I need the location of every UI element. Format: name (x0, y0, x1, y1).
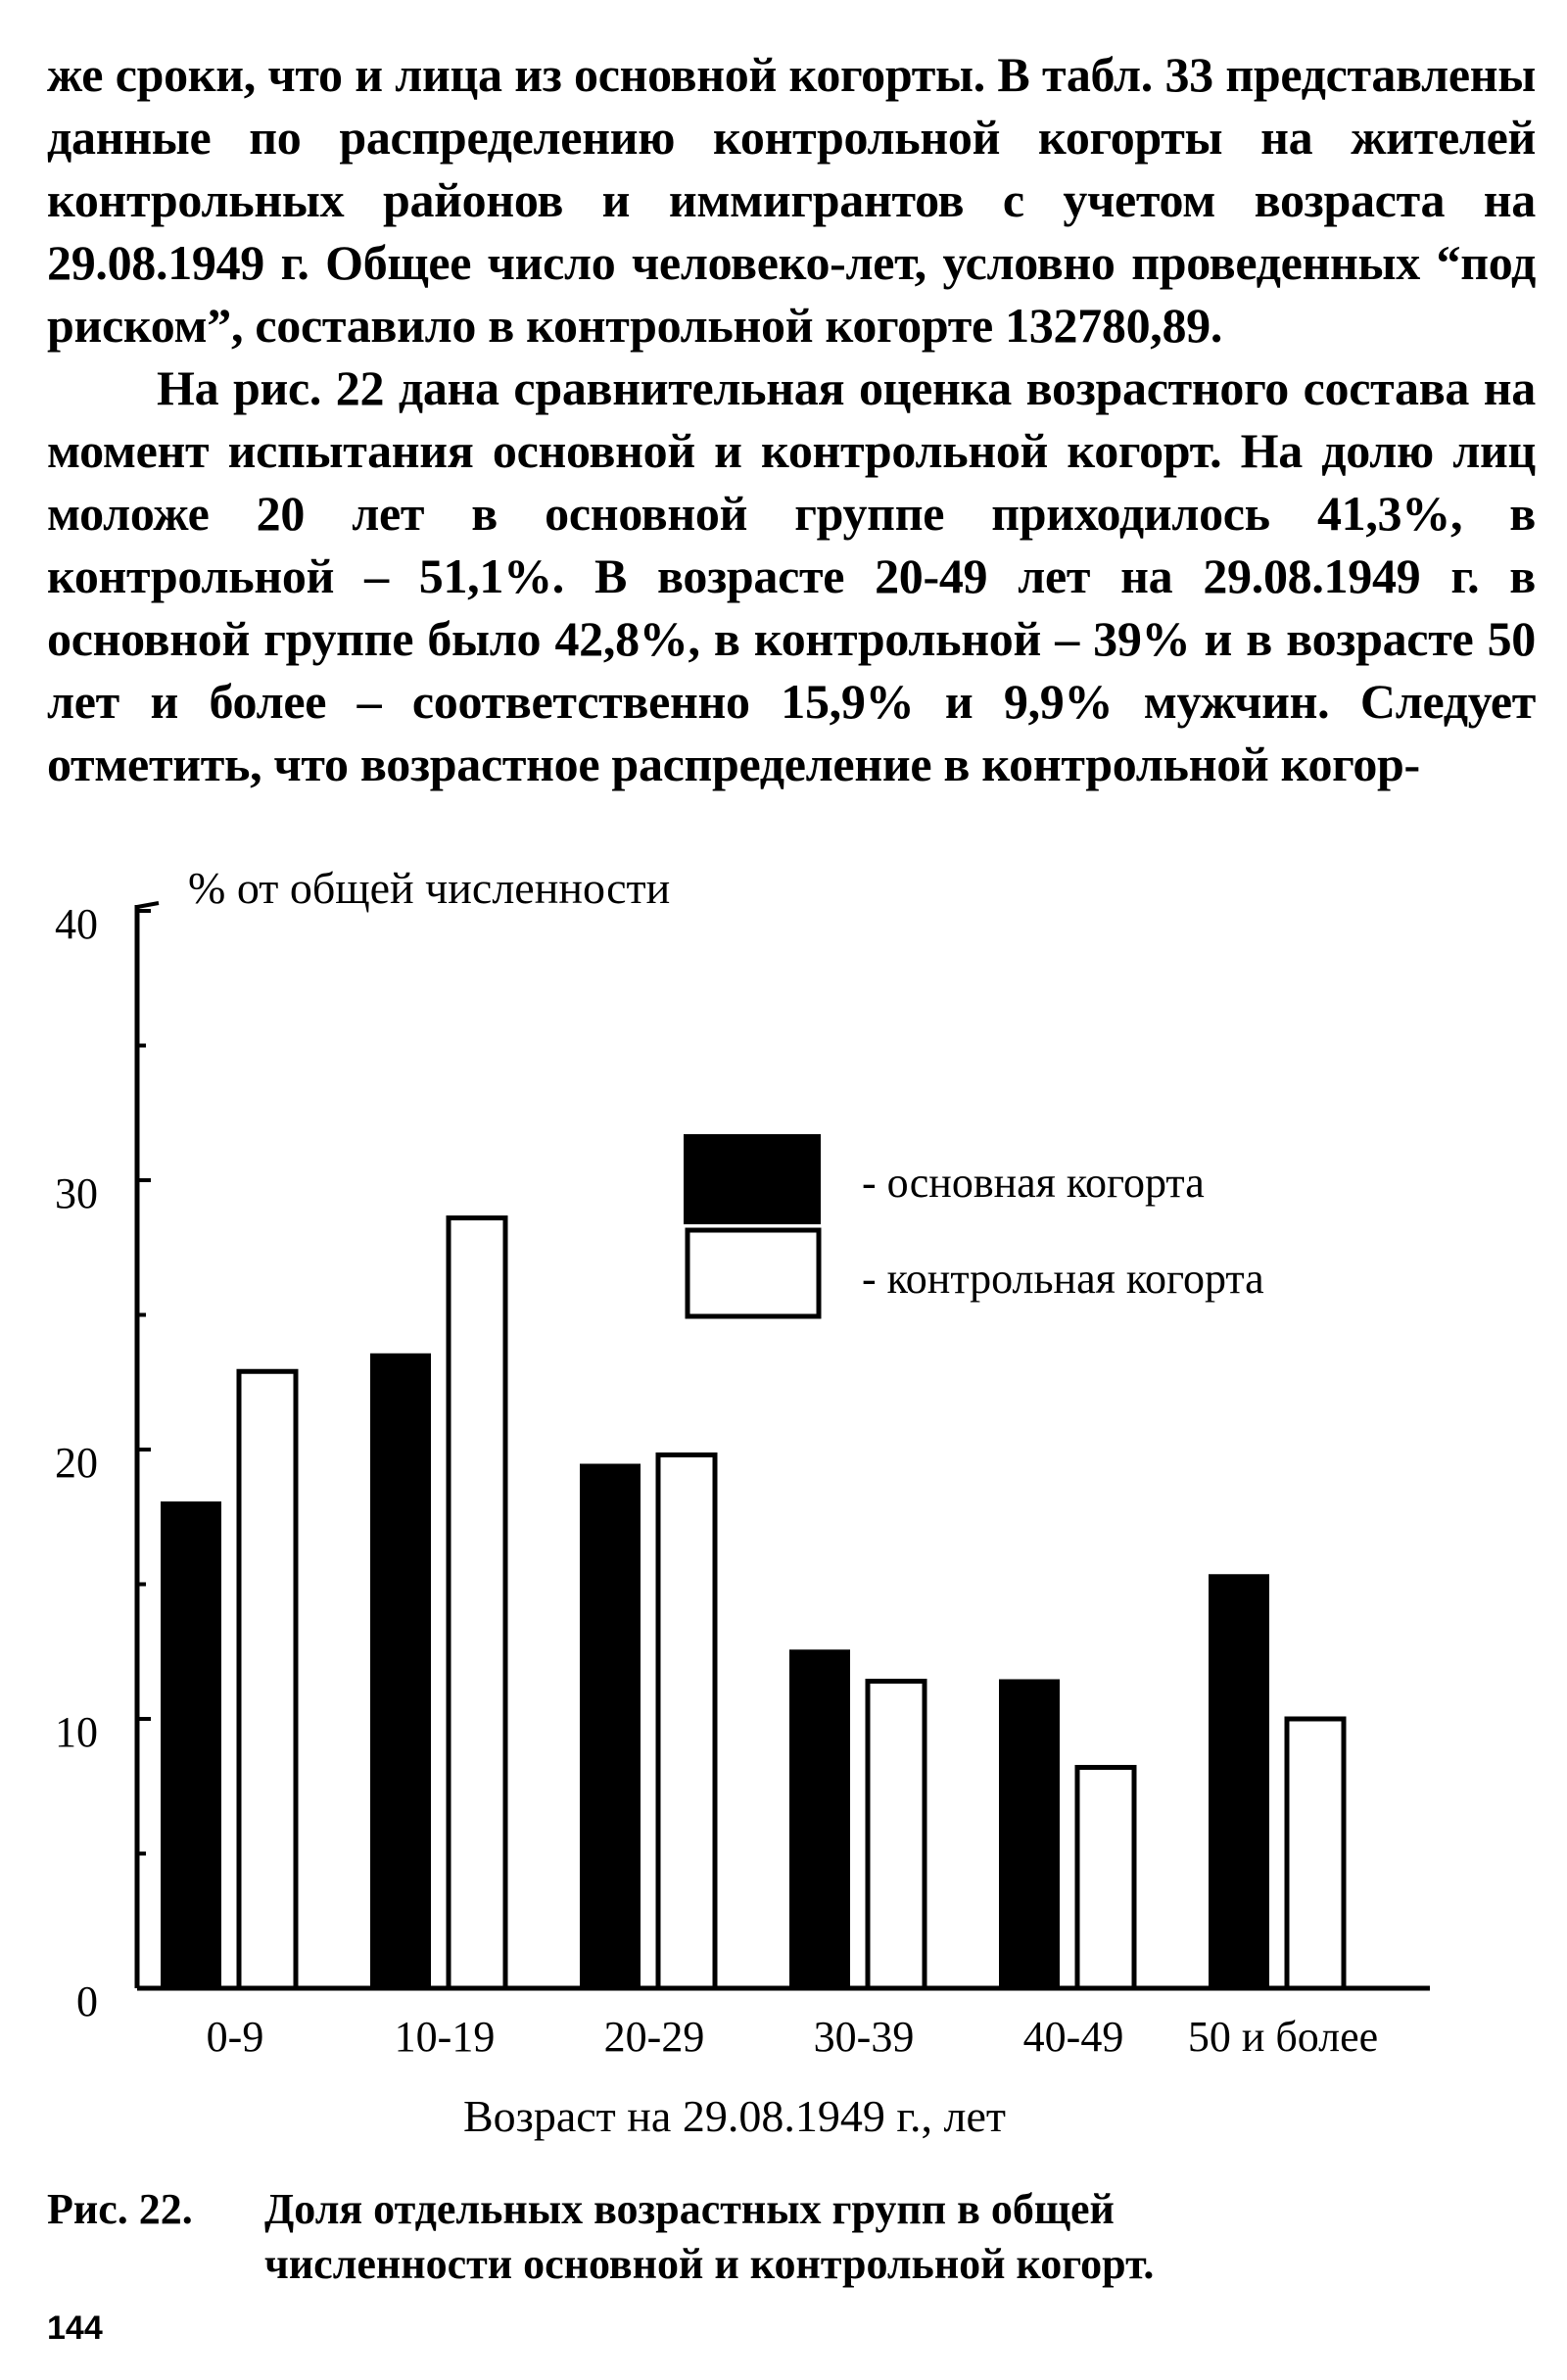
bar-control-cohort (449, 1218, 505, 1989)
caption-line-1: Доля отдельных возрастных групп в общей (264, 2185, 1115, 2233)
paragraph-1: же сроки, что и лица из основной когорты. В табл. 33 представлены данные по распределению контрольной когорты на жителей контрольных районов и иммигрантов с учетом возраста на 29.08.1949 г. Общее число человеко-лет, условно проведенных “под риском”, составило в контрольной когорте 132780,89. (47, 47, 1536, 353)
page-number: 144 (47, 2309, 103, 2347)
bar-chart (0, 852, 1567, 2165)
legend-swatch-control (688, 1230, 819, 1316)
y-axis-top-cap (137, 903, 159, 907)
y-tick-label: 10 (55, 1708, 98, 1756)
x-tick-label: 40-49 (1022, 2013, 1124, 2061)
y-tick-label: 0 (76, 1977, 98, 2025)
paragraph-2: На рис. 22 дана сравнительная оценка возрастного состава на момент испытания основной и контрольной когорт. На долю лиц моложе 20 лет в основной группе приходилось 41,3%, в контрольной – 51,1%. В возрасте 20-49 лет на 29.08.1949 г. в основной группе было 42,8%, в контрольной – 39% и в возрасте 50 лет и более – соответственно 15,9% и 9,9% мужчин. Следует отметить, что возрастное распределение в контрольной когор- (47, 360, 1536, 791)
y-tick-label: 30 (55, 1169, 98, 1217)
bar-control-cohort (868, 1682, 925, 1989)
bar-main-cohort (163, 1503, 219, 1988)
bar-main-cohort (1001, 1682, 1058, 1989)
legend-swatch-main (686, 1136, 819, 1222)
bar-control-cohort (658, 1455, 715, 1989)
y-tick-label: 20 (55, 1439, 98, 1487)
bar-control-cohort (1077, 1768, 1134, 1989)
bar-main-cohort (582, 1466, 639, 1989)
bar-control-cohort (1287, 1719, 1344, 1988)
bar-control-cohort (239, 1371, 296, 1988)
legend-label-control: - контрольная когорта (862, 1255, 1264, 1303)
caption-line-2: численности основной и контрольной когорт. (264, 2240, 1155, 2288)
x-tick-label: 50 и более (1187, 2013, 1379, 2061)
bar-main-cohort (791, 1651, 848, 1988)
legend-label-main: - основная когорта (862, 1159, 1205, 1207)
caption-label: Рис. 22. (47, 2185, 193, 2233)
x-axis-title: Возраст на 29.08.1949 г., лет (463, 2091, 1006, 2141)
y-tick-label: 40 (55, 900, 98, 948)
bar-main-cohort (372, 1356, 429, 1988)
x-tick-label: 30-39 (813, 2013, 915, 2061)
x-tick-label: 0-9 (206, 2013, 264, 2061)
x-tick-label: 20-29 (603, 2013, 705, 2061)
figure-caption (47, 2182, 1154, 2292)
x-tick-label: 10-19 (394, 2013, 496, 2061)
y-axis-title: % от общей численности (188, 863, 671, 913)
bar-main-cohort (1211, 1576, 1267, 1988)
